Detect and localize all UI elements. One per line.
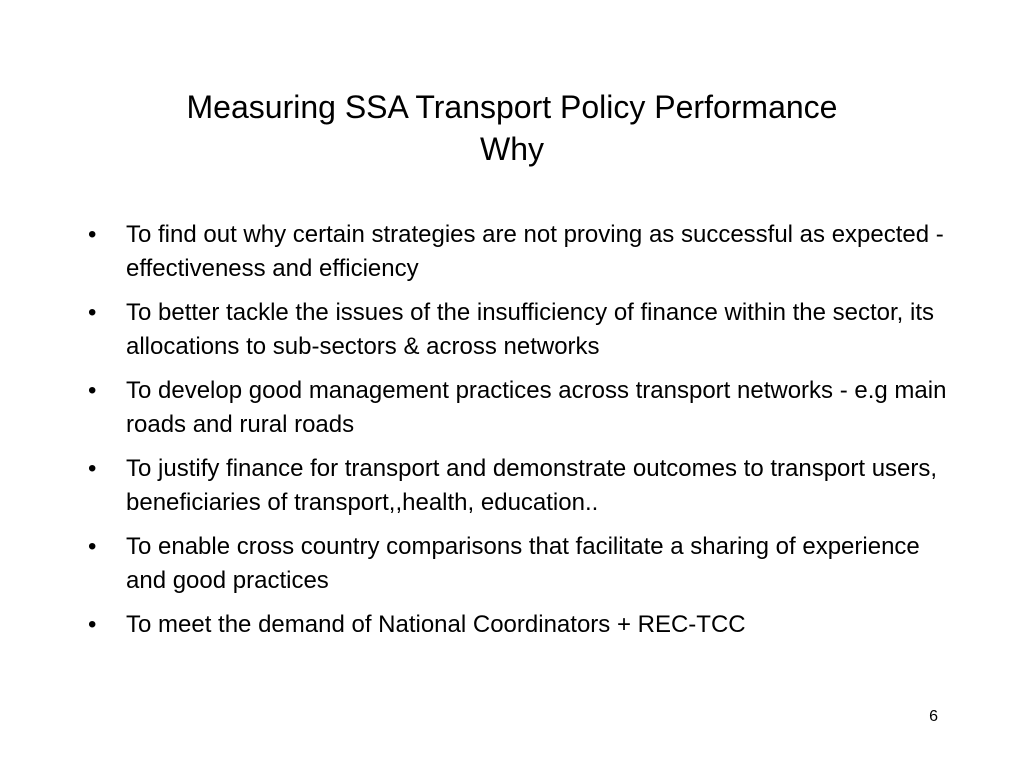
- bullet-icon: •: [88, 221, 97, 248]
- bullet-icon: •: [88, 611, 97, 638]
- bullet-item: [88, 452, 948, 520]
- bullet-item: [88, 608, 948, 642]
- slide-title-line-2: Why: [480, 131, 544, 167]
- bullet-item: [88, 296, 948, 364]
- bullet-text: To meet the demand of National Coordinators + REC-TCC: [126, 611, 746, 638]
- bullet-icon: •: [88, 533, 97, 560]
- bullet-list: [88, 218, 948, 652]
- slide-title: [0, 86, 1024, 170]
- bullet-text: To enable cross country comparisons that facilitate a sharing of experience and good practices: [126, 533, 920, 594]
- bullet-text: To develop good management practices across transport networks - e.g main roads and rural roads: [126, 377, 947, 438]
- bullet-icon: •: [88, 377, 97, 404]
- slide-number: 6: [929, 708, 938, 725]
- bullet-item: [88, 374, 948, 442]
- bullet-text: To find out why certain strategies are not proving as successful as expected - effectiveness and efficiency: [126, 221, 944, 282]
- bullet-item: [88, 530, 948, 598]
- bullet-text: To better tackle the issues of the insufficiency of finance within the sector, its allocations to sub-sectors & across networks: [126, 299, 934, 360]
- slide-title-line-1: Measuring SSA Transport Policy Performance: [186, 89, 838, 125]
- bullet-icon: •: [88, 299, 97, 326]
- bullet-icon: •: [88, 455, 97, 482]
- bullet-item: [88, 218, 948, 286]
- bullet-text: To justify finance for transport and demonstrate outcomes to transport users, beneficiaries of transport,,health, education..: [126, 455, 938, 516]
